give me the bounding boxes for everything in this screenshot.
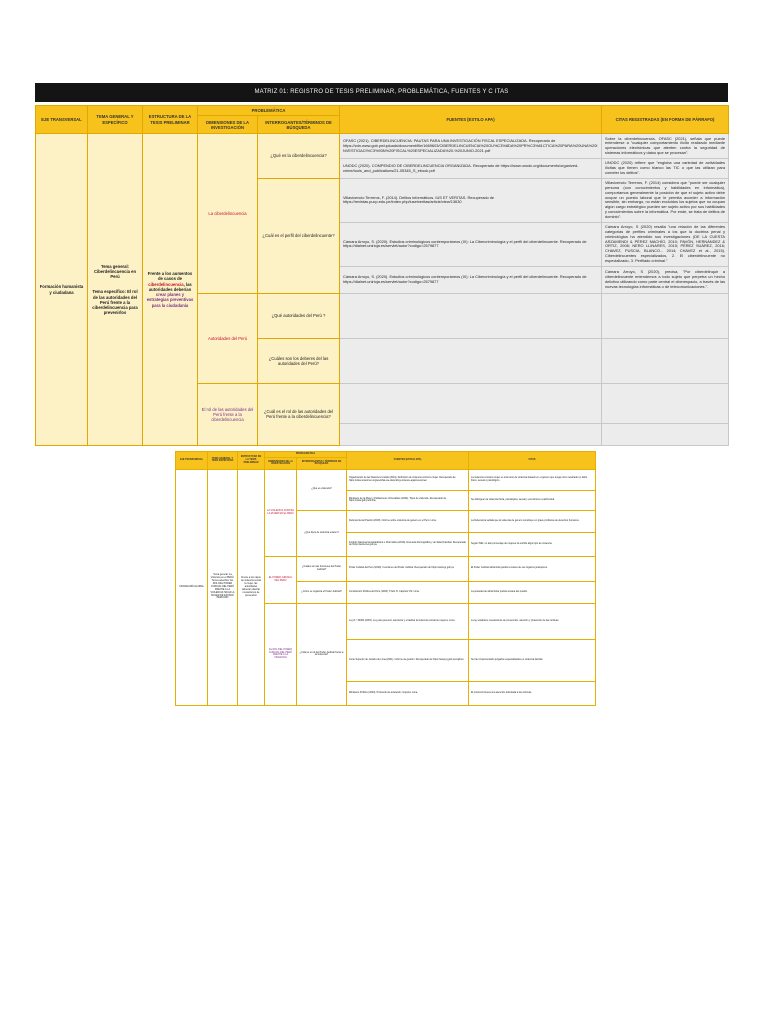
ex-citation-8: Se han implementado juzgados especializados en violencia familiar. (469, 639, 596, 681)
ex-dimension-1: LA VIOLENCIA CONTRA LA MUJER EN EL PERÚ (265, 469, 297, 556)
ex-question-1: ¿Qué es violencia? (297, 469, 347, 510)
question-5: ¿Cuál es el rol de las autoridades del Perú frente a la ciberdelincuencia? (258, 383, 340, 445)
tema-especifico: Tema específico: El rol de las autoridades del Perú frente a la ciberdelincuencia para prevenirlos (92, 289, 138, 316)
ex-header-interrogantes: INTERROGANTES / TÉRMINOS DE BÚSQUEDA (297, 457, 347, 469)
source-empty-6 (340, 293, 602, 338)
ex-citation-3: La Defensoría señala que la violencia de género constituye un grave problema de derechos humanos. (469, 510, 596, 532)
example-matrix-table (175, 451, 596, 706)
source-1: OFASC (2021). CIBERDELINCUENCIA: PAUTAS PARA UNA INVESTIGACIÓN FISCAL ESPECIALIZADA. Recuperado de https://cdn.www.gob.pe/uploads/document/file/1669603/CIBERDELINCUENCIA%20GU%C3%8DA%20PR%C3%81CTICA%20PARA%20UNA%20INVESTIGACI%C3%93N%20FISCAL%20ESPECIALIZADA%20-%20JUNIO-2021.pdf (340, 134, 602, 159)
matrix-title: MATRIZ 01: REGISTRO DE TESIS PRELIMINAR, PROBLEMÁTICA, FUENTES Y C ITAS (35, 83, 728, 102)
citation-5: Cámara Arroyo, S (2020), precisa, "Por ciberdelinquir a ciberdelincuente entendemos a todo sujeto que perpetra un hecho delictivo utilizando como parte central el ciberespacio, a través de las nuevas tecnologías informáticas o de telecomunicaciones.". (602, 266, 729, 293)
eje-cell: Formación humanista y ciudadana (36, 134, 88, 446)
ex-dimension-2: EL PODER JUDICIAL DEL PERÚ (265, 556, 297, 603)
ex-eje-cell: CIUDADANÍA GLOBAL (176, 469, 208, 705)
ex-question-5: ¿Cuál es el rol del Poder Judicial frente a la violencia? (297, 603, 347, 705)
ex-question-2: ¿Qué tipos de violencia existen? (297, 510, 347, 556)
citation-3: Villavicencio Terreros, F. (2014) considera que "puede ser cualquier persona (con conocimientos y habilidades en informática), comportamos generalmente la posición de que el sujeto activo debe ocupar un puesto laboral que le permita acceder a información sensible, sin embargo, no están excluidos los sujetos que no ocupan algún cargo estratégico pueden ser sujeto activo por sus habilidades y conocimientos sobre la informática. Por ende, se trata de delitos de dominio". (602, 178, 729, 222)
header-citas: CITAS REGISTRADAS (EN FORMA DE PÁRRAFO) (602, 106, 729, 134)
ex-tema-cell: Tema general: La Violencia en el PERÚ. Tema específico: EL ROL DEL PODER JUDICIAL DEL PERÚ FRENTE A LA VIOLENCIA HACIA LA MUJER DE ESTADO PERUANO (208, 469, 238, 705)
ex-header-citas: CITAS (469, 452, 596, 470)
citation-4: Cámara Arroyo, S (2020) resalta "una relación de las diferentes categorías de perfiles criminales a los que la doctrina penal y criminológica ha atendido sus investigaciones (DE LA CUESTA ARZAMENDI & PÉREZ MACHÍO, 2010; PAVÓN, HERNÁNDEZ & ORTIZ, 2008; NERO LLINARES, 2015; PÉREZ SUÁREZ, 2016; CHAVEZ, PUSCIA, BLANCO... 2014; CHAVEZ et al., 2015). Ciberdelincuentes especializados, 2. El ciberdelincuente no especializado, 3. Perfilado criminal." (602, 222, 729, 266)
ex-question-4: ¿Cómo se organiza el Poder Judicial? (297, 581, 347, 603)
source-4: Cámara Arroyo, S. (2020). Estudios criminológicos contemporáneos (IX): La Cibercriminología y el perfil del ciberdelincuente. Recuperado de https://dialnet.unirioja.es/servlet/autor?codigo=2579877 (340, 222, 602, 266)
ex-estructura-cell: Frente a los casos de violencia contra la mujer, las autoridades deberían diseñar mecanismos de prevención (238, 469, 265, 705)
source-5: Cámara Arroyo, S. (2020). Estudios criminológicos contemporáneos (IX): La Cibercriminología y el perfil del ciberdelincuente. Recuperado de https://dialnet.unirioja.es/servlet/autor?codigo=2579877 (340, 266, 602, 293)
estructura-mid: , las autoridades deberían (148, 281, 192, 292)
question-3: ¿Qué autoridades del Perú ? (258, 293, 340, 338)
ex-source-1: Organización de las Naciones Unidas (2019). Definición de violencia contra la mujer. Recuperado de https://www.unwomen.org/es/what-we-do/ending-violence-against-women (347, 469, 469, 490)
source-empty-8 (340, 383, 602, 423)
header-fuentes: FUENTES (ESTILO APA) (340, 106, 602, 134)
source-3: Villavicencio Terreros, F. (2014). Delitos informáticos. IUS ET VERITAS. Recuperado de https://revistas.pucp.edu.pe/index.php/iusetveritas/article/view/13630 (340, 178, 602, 222)
header-problematica: PROBLEMÁTICA (198, 106, 340, 116)
source-empty-9 (340, 423, 602, 445)
ex-header-dimensiones: DIMENSIONES DE LA INVESTIGACIÓN (265, 457, 297, 469)
matrix-table (35, 105, 729, 446)
ex-source-6: Constitución Política del Perú (1993). Título IV, Capítulo VIII. Lima. (347, 581, 469, 603)
ex-header-tema: TEMA GENERAL Y TEMA ESPECÍFICO (208, 452, 238, 470)
ex-source-4: Instituto Nacional de Estadística e Informática (2019). Encuesta Demográfica y de Salud Familiar. Recuperado de https://www.inei.gob.pe (347, 532, 469, 556)
estructura-highlight: crear planes y estrategias preventivas para la ciudadanía (146, 292, 194, 308)
header-tema: TEMA GENERAL Y ESPECÍFICO (88, 106, 143, 134)
ex-header-estructura: ESTRUCTURA DE LA TESIS PRELIMINAR (238, 452, 265, 470)
question-1: ¿Qué es la ciberdelincuencia? (258, 134, 340, 179)
citation-empty-6 (602, 293, 729, 338)
tema-general: Tema general: Ciberdelincuencia en Perú (93, 263, 137, 280)
ex-header-fuentes: FUENTES (ESTILO APA) (347, 452, 469, 470)
ex-citation-5: El Poder Judicial administra justicia a través de sus órganos jerárquicos. (469, 556, 596, 581)
tema-cell (88, 134, 143, 446)
matrix-document (35, 83, 728, 446)
citation-1: Sobre la ciberdelincuencia, OFASC (2021), señala que puede entenderse a "cualquier comportamiento ilícito realizado mediante operaciones electrónicas que atenten contra la seguridad de sistemas informáticos y datos que se procesan". (602, 134, 729, 159)
ex-header-eje: EJE TRANSVERSAL (176, 452, 208, 470)
ex-citation-4: Según INEI, un alto porcentaje de mujeres ha sufrido algún tipo de violencia. (469, 532, 596, 556)
ex-source-9: Ministerio Público (2020). Protocolo de actuación conjunta. Lima. (347, 681, 469, 705)
ex-source-7: Ley N.° 30364 (2015). Ley para prevenir, sancionar y erradicar la violencia contra las mujeres. Lima. (347, 603, 469, 639)
citation-empty-7 (602, 338, 729, 383)
estructura-cell (143, 134, 198, 446)
header-dimensiones: DIMENSIONES DE LA INVESTIGACIÓN (198, 116, 258, 134)
estructura-keyword: ciberdelincuencia (148, 281, 184, 287)
ex-question-3: ¿Cuáles son las funciones del Poder Judicial? (297, 556, 347, 581)
estructura-prefix: Frente a los aumentos de casos de (147, 271, 193, 282)
ex-source-5: Poder Judicial del Perú (2020). Funciones del Poder Judicial. Recuperado de https://www.pj.gob.pe (347, 556, 469, 581)
dimension-1: La ciberdelincuencia (198, 134, 258, 294)
question-4: ¿Cuáles son los deberes del las autoridades del Perú? (258, 338, 340, 383)
ex-source-3: Defensoría del Pueblo (2018). Informe sobre violencia de género en el Perú. Lima. (347, 510, 469, 532)
header-interrogantes: INTERROGANTES/TÉRMINOS DE BÚSQUEDA (258, 116, 340, 134)
ex-dimension-3: EL ROL DEL PODER JUDICIAL DEL PERÚ FRENTE A LA VIOLENCIA (265, 603, 297, 705)
ex-citation-9: El protocolo busca una atención articulada a las víctimas. (469, 681, 596, 705)
question-2: ¿Cuál es el perfil del ciberdelincuente? (258, 178, 340, 293)
ex-citation-1: La violencia contra la mujer es todo acto de violencia basado en el género que tenga como resultado un daño físico, sexual o psicológico. (469, 469, 596, 490)
ex-header-problematica: PROBLEMÁTICA (265, 452, 347, 458)
ex-citation-2: Se distinguen la violencia física, psicológica, sexual y económica o patrimonial. (469, 490, 596, 510)
citation-empty-9 (602, 423, 729, 445)
ex-citation-7: La ley establece mecanismos de prevención, atención y protección de las víctimas. (469, 603, 596, 639)
header-eje: EJE TRANSVERSAL (36, 106, 88, 134)
source-2: UNODC (2020). COMPENDIO DE CIBERDELINCUENCIA ORGANIZADA. Recuperado de https://www.unodc.org/documents/organized-crime/tools_and_publications/21-05345_S_ebook.pdf (340, 159, 602, 179)
ex-citation-6: La potestad de administrar justicia emana del pueblo. (469, 581, 596, 603)
ex-source-2: Ministerio de la Mujer y Poblaciones Vulnerables (2020). Tipos de violencia. Recuperado de https://www.gob.pe/mimp (347, 490, 469, 510)
source-empty-7 (340, 338, 602, 383)
dimension-3: El rol de las autoridades del Perú frente a la ciberdelincuencia (198, 383, 258, 445)
citation-2: UNODC (2020) refiere que "engloba una variedad de actividades ilícitas que tienen como blanco las TIC o que las utilizan para cometer los delitos". (602, 159, 729, 179)
ex-source-8: Corte Superior de Justicia de Lima (2021). Informe de gestión. Recuperado de https://www.pj.gob.pe/csjlima (347, 639, 469, 681)
example-matrix-document (175, 451, 595, 706)
citation-empty-8 (602, 383, 729, 423)
header-estructura: ESTRUCTURA DE LA TESIS PRELIMINAR (143, 106, 198, 134)
dimension-2: Autoridades del Perú (198, 293, 258, 383)
